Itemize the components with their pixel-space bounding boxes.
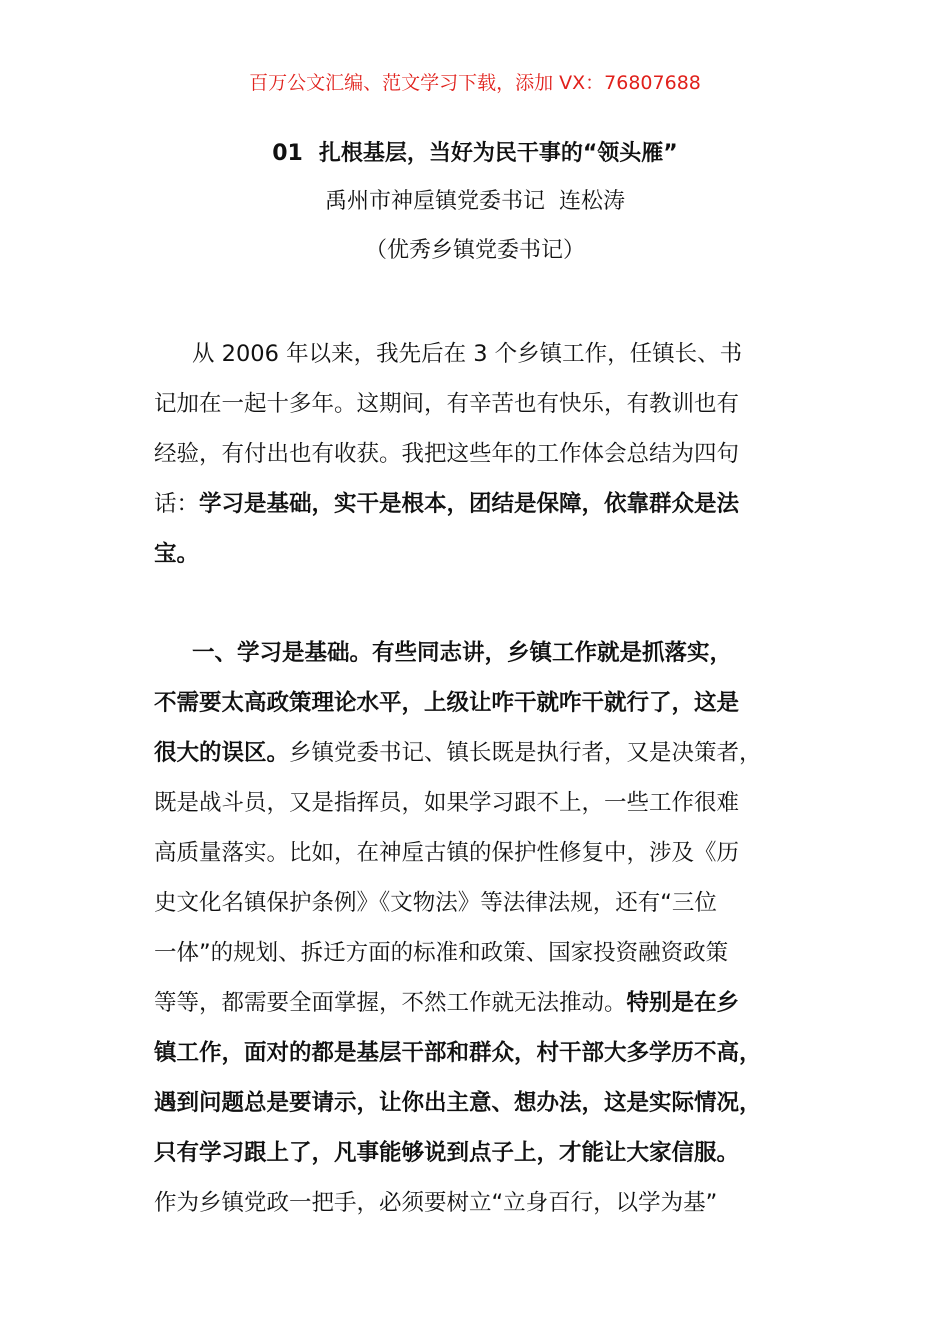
article-title [0,136,950,167]
text-line: 史文化名镇保护条例》《文物法》等法律法规，还有“三位 [154,890,717,916]
author-honor: （优秀乡镇党委书记） [364,238,585,263]
text-line: 记加在一起十多年。这期间，有辛苦也有快乐，有教训也有 [154,391,740,417]
download-banner: 百万公文汇编、范文学习下载，添加 VX：76807688 [249,72,701,94]
bold-segment: 很大的误区。 [154,740,290,766]
author-name: 连松涛 [559,189,626,214]
text-line: 不需要太高政策理论水平，上级让咋干就咋干就行了，这是 [154,690,740,716]
author-position: 禹州市神垕镇党委书记 [324,189,545,214]
text-line: 高质量落实。比如，在神垕古镇的保护性修复中，涉及《历 [154,840,740,866]
paragraph-learning [154,628,804,1228]
bold-segment: 学习是基础，实干是根本，团结是保障，依靠群众是法 [199,491,740,517]
article-number: 01 [272,141,303,166]
text-line [154,728,804,778]
text-segment: 话： [154,491,200,517]
author-line [0,184,950,215]
article-title-text: 扎根基层，当好为民干事的“领头雁” [318,141,678,166]
text-line [154,479,804,529]
bold-segment: 特别是在乡 [626,990,740,1016]
text-line: 一体”的规划、拆迁方面的标准和政策、国家投资融资政策 [154,940,729,966]
text-line: 只有学习跟上了，凡事能够说到点子上，才能让大家信服。 [154,1140,740,1166]
text-line: 作为乡镇党政一把手，必须要树立“立身百行，以学为基” [154,1190,718,1216]
text-segment: 乡镇党委书记、镇长既是执行者，又是决策者， [289,740,762,766]
text-line: 从 2006 年以来，我先后在 3 个乡镇工作，任镇长、书 [192,341,743,367]
text-segment: 等等，都需要全面掌握，不然工作就无法推动。 [154,990,627,1016]
text-line: 宝。 [154,541,200,567]
text-line: 经验，有付出也有收获。我把这些年的工作体会总结为四句 [154,441,740,467]
paragraph-intro [154,329,804,579]
text-line: 镇工作，面对的都是基层干部和群众，村干部大多学历不高， [154,1040,762,1066]
section-heading-line: 一、学习是基础。有些同志讲，乡镇工作就是抓落实， [192,640,733,666]
text-line [154,978,804,1028]
text-line: 既是战斗员，又是指挥员，如果学习跟不上，一些工作很难 [154,790,740,816]
text-line: 遇到问题总是要请示，让你出主意、想办法，这是实际情况， [154,1090,762,1116]
